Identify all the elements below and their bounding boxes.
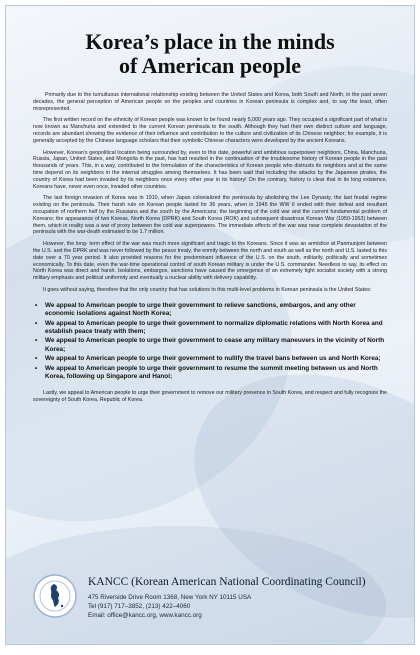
paragraph-war-effects: However, the long- term effect of the war was much more significant and tragic to the Koreans. Since it was an armistice at Panmunjom between the U.S. and the DPRK and was never followed by the peace treaty, the enmity between the north and south as well as the north and U.S. lasted to this date over a 70 year period. It also provided reasons for the predominant influence of the U.S. on the south, militarily, politically and sometimes economically. To this date, even the war-time operational control of south Korean military is under the U.S. commander. Needless to say, its effect on North Korea was direct and harsh. Isolations, embargos, sanctions have caused the emergence of an extremely tight socialist society with a strong military emphasis and political uniformity and eventually a nuclear ability with delivery capability. bbox=[33, 241, 387, 282]
organization-address: 475 Riverside Drive Room 1368, New York NY 10115 USA bbox=[88, 594, 252, 601]
page-title bbox=[33, 30, 387, 78]
organization-footer bbox=[33, 574, 393, 634]
appeal-text: We appeal to American people to urge their government to resume the summit meeting between us and North Korea, following up Singapore and Hanoi; bbox=[45, 364, 378, 380]
title-line-1: Korea’s place in the minds bbox=[85, 29, 335, 54]
organization-name: KANCC (Korean American National Coordinating Council) bbox=[88, 576, 366, 588]
list-item bbox=[33, 355, 387, 363]
paragraph-solution: It goes without saying, therefore that the only country that has solutions to this multi-level problems in Korean peninsula is the United States: bbox=[43, 286, 372, 293]
paragraph-intro: Primarily due to the tumultuous international relationship existing between the United States and Korea, both South and North, in the past seven decades, the general perception of American people on the peoples and countries in Korean peninsula is complex and, to say the least, often misrepresented. bbox=[33, 92, 387, 112]
appeal-text: We appeal to American people to urge their government to cease any military maneuvers in the vicinity of North Korea; bbox=[45, 337, 385, 353]
paragraph-closing: Lastly, we appeal to American people to urge their government to remove our military presence in South Korea, and respect and fully recognize the sovereignty of South Korea, Republic of Korea. bbox=[33, 390, 387, 404]
list-item bbox=[33, 365, 387, 382]
paragraph-history: The first written record on the ethnicity of Korean people was known to be found nearly 5,000 years ago. They occupied a significant part of what is now known as Manchuria and extended to the current Korean peninsula to the south. Although they had their own distinct culture and language, records are abundant showing the evidence of their influence and contribution to the culture and civilization of its Chinese neighbor; for example, it is generally accepted by the Chinese language scholars that their symbolic Chinese characters were developed by the ancient Koreans. bbox=[33, 117, 387, 144]
bullet-icon: • bbox=[35, 364, 38, 372]
list-item bbox=[33, 320, 387, 337]
bullet-icon: • bbox=[35, 337, 38, 345]
organization-email: Email: office@kancc.org, www.kancc.org bbox=[88, 612, 202, 619]
appeal-text: We appeal to American people to urge their government to nullify the travel bans between us and North Korea; bbox=[45, 355, 381, 363]
paragraph-invasion: The last foreign invasion of Korea was in 1910, when Japan colonialized the peninsula by abolishing the Lee Dynasty, the last feudal regime existing on the peninsula. Their harsh rule on Korean people lasted for 36 years, when in 1945 the WW II ended with their defeat and resultant occupation of northern half by the Russians and the south by the Americans; the beginning of the cold war and the current fundamental problem of Koreans; the appearance of two Koreas, North Korea (DPRK) and South Korea (ROK) and subsequent disastrous Korean War (1950-1953) between them, which in reality was a war of proxy between the cold war superpowers. The immediate effects of the war was near complete devastation of the peninsula with the war-death estimated to be 1.7 million. bbox=[33, 195, 387, 236]
appeal-text: We appeal to American people to urge their government to normalize diplomatic relations with North Korea and establish peace treaty with them; bbox=[45, 319, 383, 335]
poster-content bbox=[6, 6, 414, 404]
bullet-icon: • bbox=[35, 355, 38, 363]
bullet-icon: • bbox=[35, 319, 38, 327]
paragraph-geopolitics: However, Korean’s geopolitical location being surrounded by, even to this date, powerful and ambitious superpower neighbors, China, Manchuria, Russia, Japan, United States, and Mongolia in the past, has had resulted in the continuation of the troublesome history of Korean people in the past thousands of years. This, in a way, contributed to the formulation of the characteristics of Korean people who distrusts its neighbors and at the same time depend on its neighbors in the internal struggles among themselves. It has been said that including the attacks by the Japanese pirates, the country of Korea had been invaded by its neighbors once every other year in its history! On the contrary, history is clear that in its long existence, Koreans have, never even once, invaded other countries. bbox=[33, 149, 387, 190]
title-line-2: of American people bbox=[118, 53, 302, 78]
appeal-text: We appeal to American people to urge their government to relieve sanctions, embargos, and any other economic isolations against North Korea; bbox=[45, 301, 356, 318]
organization-phone: Tel (917) 717–3852, (213) 422–4060 bbox=[88, 603, 191, 610]
kancc-seal-icon bbox=[33, 574, 77, 618]
appeals-list bbox=[33, 302, 387, 382]
poster-page bbox=[5, 5, 415, 645]
bullet-icon: • bbox=[35, 301, 38, 309]
list-item bbox=[33, 337, 387, 354]
list-item bbox=[33, 302, 387, 319]
